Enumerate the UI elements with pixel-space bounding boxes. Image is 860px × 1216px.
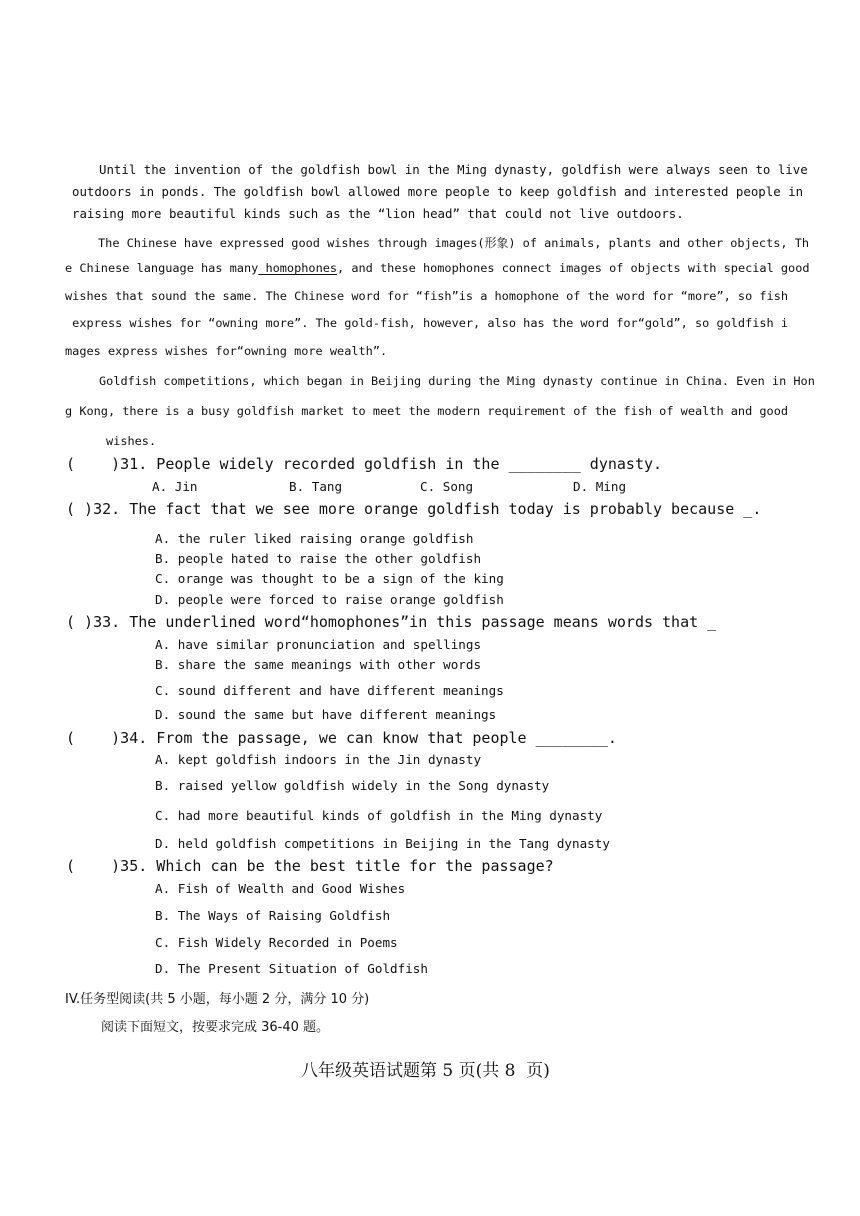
question-32-option-d: D. people were forced to raise orange goldfish (155, 592, 504, 607)
passage-p3-line3: wishes. (106, 434, 157, 448)
section-instruction: 阅读下面短文，按要求完成 36-40 题。 (101, 1020, 330, 1035)
question-34-stem: ( )34. From the passage, we can know that people ________. (66, 729, 617, 747)
question-31-stem: ( )31. People widely recorded goldfish in the ________ dynasty. (66, 455, 663, 473)
question-35-option-d: D. The Present Situation of Goldfish (155, 961, 428, 976)
question-35-option-b: B. The Ways of Raising Goldfish (155, 908, 391, 923)
passage-p2-line4: express wishes for “owning more”. The gold-fish, however, also has the word for“gold”, so goldfish i (65, 316, 789, 330)
passage-p2-line2-a: e Chinese language has many (65, 261, 259, 275)
question-33-option-a: A. have similar pronunciation and spellings (155, 637, 482, 652)
underlined-word-homophones: homophones (258, 261, 338, 275)
passage-p2-line1: The Chinese have expressed good wishes through images(形象) of animals, plants and other objects, Th (98, 236, 810, 250)
question-34-option-a: A. kept goldfish indoors in the Jin dynasty (155, 752, 482, 767)
question-31-option-d: D. Ming (573, 479, 627, 494)
question-33-option-c: C. sound different and have different meanings (155, 683, 504, 698)
question-33-stem: ( )33. The underlined word“homophones”in this passage means words that _ (66, 613, 717, 631)
passage-p2-line2 (65, 261, 810, 275)
question-33-option-d: D. sound the same but have different meanings (155, 707, 497, 722)
question-32-option-a: A. the ruler liked raising orange goldfish (155, 531, 474, 546)
question-31-option-c: C. Song (420, 479, 474, 494)
question-35-option-a: A. Fish of Wealth and Good Wishes (155, 881, 406, 896)
passage-p1-line1: Until the invention of the goldfish bowl in the Ming dynasty, goldfish were always seen to live (99, 162, 808, 177)
passage-p1-line2: outdoors in ponds. The goldfish bowl allowed more people to keep goldfish and interested people in (72, 184, 804, 199)
question-35-stem: ( )35. Which can be the best title for the passage? (66, 857, 554, 875)
passage-p2-line5: mages express wishes for“owning more wealth”. (65, 344, 388, 358)
passage-p3-line1: Goldfish competitions, which began in Beijing during the Ming dynasty continue in China. Even in Hon (99, 374, 815, 388)
question-32-option-c: C. orange was thought to be a sign of the king (155, 571, 504, 586)
question-34-option-c: C. had more beautiful kinds of goldfish in the Ming dynasty (155, 808, 603, 823)
passage-p1-line3: raising more beautiful kinds such as the “lion head” that could not live outdoors. (72, 206, 684, 221)
page-footer: 八年级英语试题第 5 页(共 8 页) (301, 1061, 550, 1081)
question-32-option-b: B. people hated to raise the other goldfish (155, 551, 482, 566)
passage-p2-line2-b: , and these homophones connect images of objects with special good (337, 261, 810, 275)
question-33-option-b: B. share the same meanings with other words (155, 657, 482, 672)
question-34-option-d: D. held goldfish competitions in Beijing in the Tang dynasty (155, 836, 610, 851)
question-32-stem: ( )32. The fact that we see more orange goldfish today is probably because _. (66, 500, 762, 518)
passage-p2-line3: wishes that sound the same. The Chinese word for “fish”is a homophone of the word for “more”, so fish (65, 289, 789, 303)
question-31-option-b: B. Tang (289, 479, 343, 494)
passage-p3-line2: g Kong, there is a busy goldfish market to meet the modern requirement of the fish of wealth and good (65, 404, 789, 418)
question-31-option-a: A. Jin (152, 479, 198, 494)
question-35-option-c: C. Fish Widely Recorded in Poems (155, 935, 398, 950)
question-34-option-b: B. raised yellow goldfish widely in the Song dynasty (155, 778, 550, 793)
section-heading: IV.任务型阅读(共 5 小题，每小题 2 分，满分 10 分) (65, 992, 370, 1007)
